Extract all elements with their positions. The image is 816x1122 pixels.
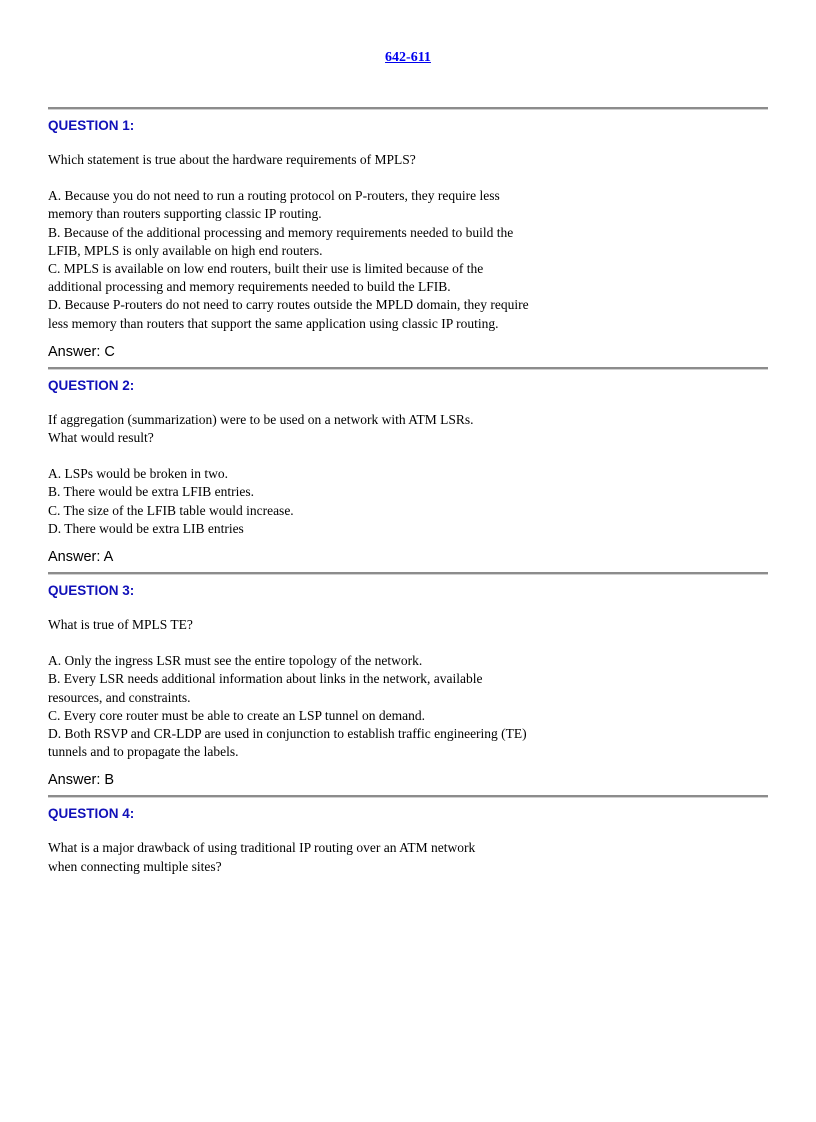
divider	[48, 795, 768, 798]
divider	[48, 107, 768, 110]
question-text: If aggregation (summarization) were to be used on a network with ATM LSRs. What would result?	[48, 411, 474, 446]
page-header	[0, 48, 816, 66]
divider	[48, 367, 768, 370]
divider	[48, 572, 768, 575]
question-block-4	[48, 806, 768, 875]
answer-text: Answer: A	[48, 549, 114, 566]
question-text: Which statement is true about the hardware requirements of MPLS?	[48, 152, 416, 167]
question-title: QUESTION 2:	[48, 377, 135, 393]
question-title: QUESTION 3:	[48, 583, 135, 599]
answer-text: Answer: C	[48, 343, 115, 360]
question-title: QUESTION 4:	[48, 806, 135, 822]
question-options: A. LSPs would be broken in two. B. There would be extra LFIB entries. C. The size of the LFIB table would increase. D. There would be extra LIB entries	[48, 466, 294, 536]
question-text: What is true of MPLS TE?	[48, 617, 193, 633]
question-list	[48, 107, 768, 876]
question-options: A. Because you do not need to run a routing protocol on P-routers, they require less memory than routers supporting classic IP routing. B. Because of the additional processing and memory requirements needed to build the LFIB, MPLS is only available on high end routers. C. MPLS is available on low end routers, built their use is limited because of the additional processing and memory requirements needed to build the LFIB. D. Because P-routers do not need to carry routes outside the MPLD domain, they require less memory than routers that support the same application using classic IP routing.	[48, 188, 529, 331]
question-block-2	[48, 378, 768, 566]
question-block-1	[48, 118, 768, 361]
question-options: A. Only the ingress LSR must see the entire topology of the network. B. Every LSR needs additional information about links in the network, available resources, and constraints. C. Every core router must be able to create an LSP tunnel on demand. D. Both RSVP and CR-LDP are used in conjunction to establish traffic engineering (TE) tunnels and to propagate the labels.	[48, 653, 527, 760]
exam-code-link[interactable]: 642-611	[385, 50, 431, 65]
question-title: QUESTION 1:	[48, 118, 135, 133]
question-block-3	[48, 583, 768, 789]
question-text: What is a major drawback of using traditional IP routing over an ATM network when connecting multiple sites?	[48, 840, 476, 874]
answer-text: Answer: B	[48, 772, 115, 789]
